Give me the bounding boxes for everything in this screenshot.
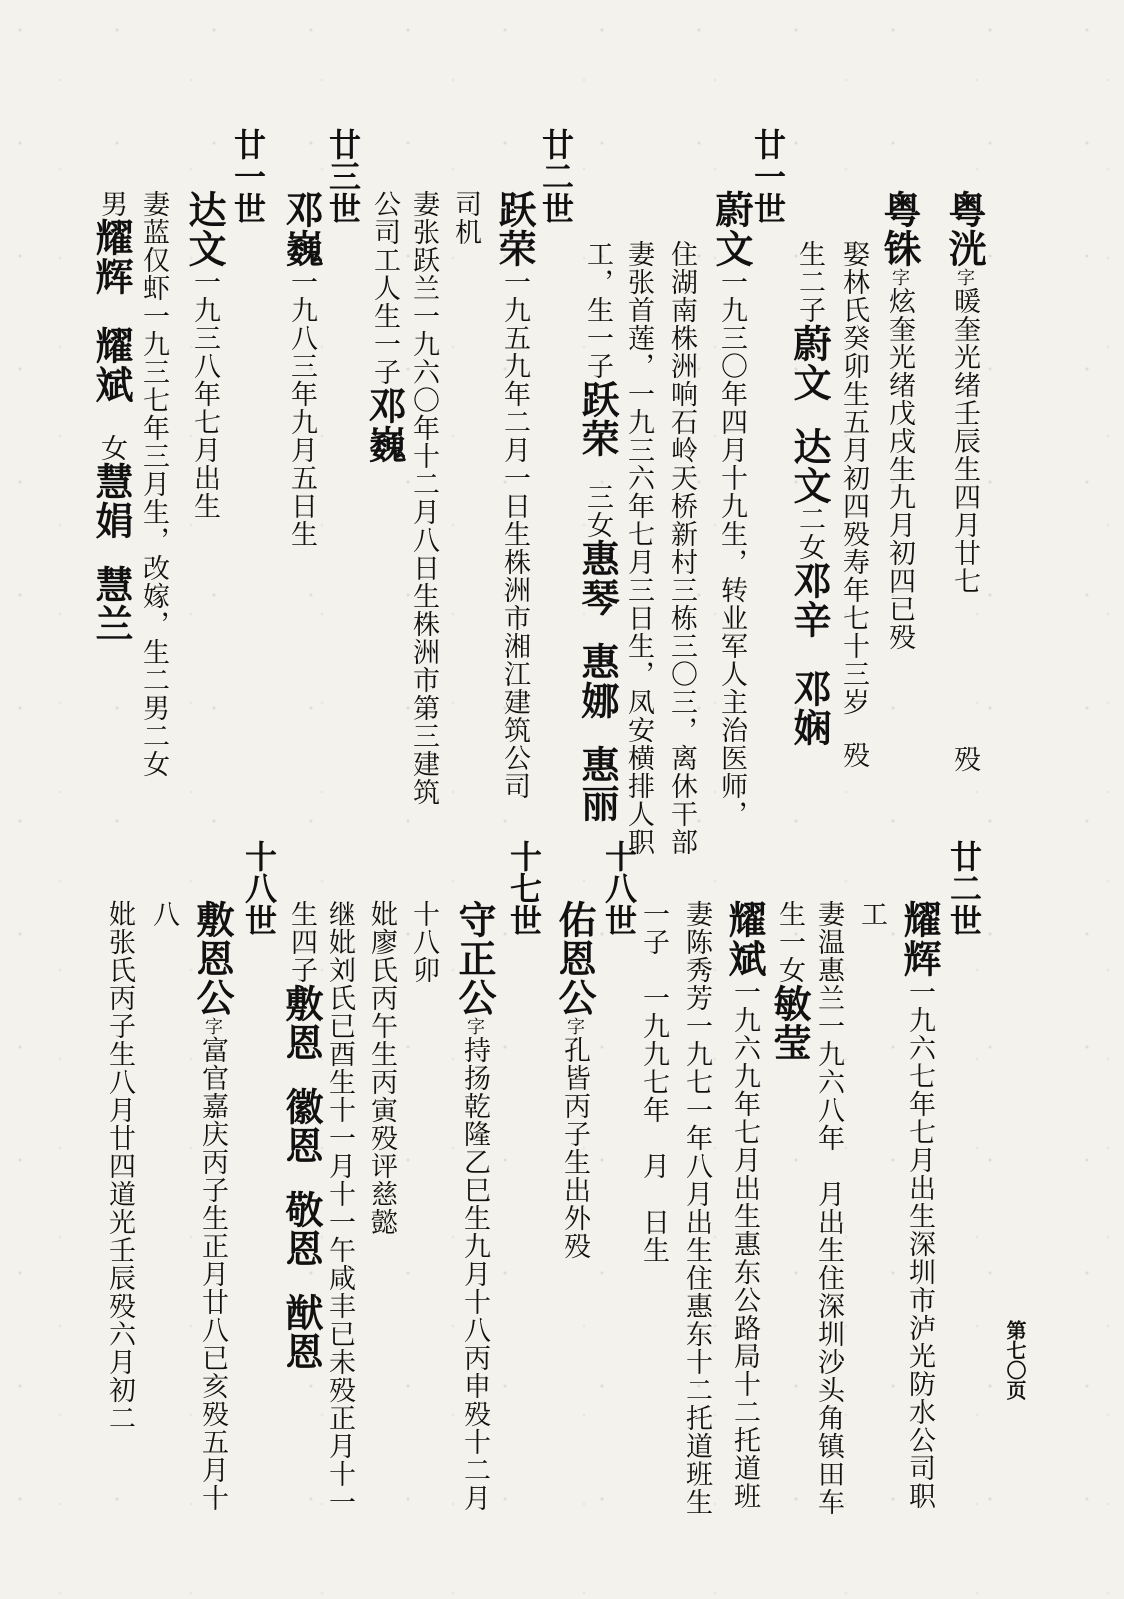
entry-youen	[552, 900, 597, 1260]
entry-children	[787, 240, 832, 747]
entry-text: 妣张氏丙子生八月廿四道光壬辰殁六月初二	[104, 900, 135, 1432]
child-name: 邓巍	[362, 386, 407, 464]
child-name: 徽恩	[279, 1087, 324, 1165]
person-name: 蔚文	[709, 190, 754, 268]
generation-label: 十八世	[240, 840, 278, 936]
entry-text: 工，生一子	[582, 240, 613, 380]
entry-text: 妻张跃兰一九六〇年十二月八日生株洲市第三建筑	[408, 190, 439, 806]
entry-yaobin	[722, 900, 767, 1510]
entry-text: 暖奎光绪壬辰生四月廿七	[949, 287, 980, 595]
entry-text: 住湖南株洲响石岭天桥新村三栋三〇三，离休干部	[666, 240, 697, 856]
child-name: 猷恩	[279, 1293, 324, 1371]
entry-weiwen	[709, 190, 754, 828]
child-name: 耀斌	[89, 326, 134, 404]
entry-children	[767, 900, 812, 1062]
person-name: 粤铢	[877, 190, 922, 268]
entry-children	[89, 190, 134, 643]
entry-children	[575, 240, 620, 823]
entry-text: 持扬乾隆乙巳生九月十八丙申殁十二月	[459, 1036, 490, 1512]
child-name: 达文	[787, 427, 832, 505]
entry-text: 生二子	[794, 240, 825, 324]
person-name: 耀辉	[897, 900, 942, 978]
zi-mark: 字	[464, 1017, 485, 1036]
entry-yueguang	[942, 190, 987, 773]
entry-text: 继妣刘氏已酉生十一月十一午咸丰已未殁正月十一	[324, 900, 355, 1516]
zi-mark: 字	[889, 268, 910, 287]
entry-yaohui	[897, 900, 942, 1510]
entry-text: 生一女	[774, 900, 805, 984]
child-name: 敷恩	[279, 984, 324, 1062]
entry-text: 妣廖氏丙午生丙寅殁评慈懿	[366, 900, 397, 1236]
generation-label: 十七世	[505, 840, 543, 936]
person-name: 佑恩公	[552, 900, 597, 1017]
generation-label: 廿二世	[537, 128, 575, 224]
generation-label: 十八世	[600, 840, 638, 936]
entry-yuezhu	[877, 190, 922, 651]
zi-mark: 字	[954, 268, 975, 287]
entry-text: 司机	[450, 190, 481, 246]
child-name: 敬恩	[279, 1190, 324, 1268]
entry-text: 炫奎光绪戊戌生九月初四已殁	[884, 287, 915, 651]
child-name: 耀辉	[89, 218, 134, 296]
entry-text: 一九三〇年四月十九生，转业军人主治医师，	[716, 268, 747, 828]
entry-text: 公司工人生一子	[369, 190, 400, 386]
entry-text: 妻陈秀芳一九七一年八月出生住惠东十二托道班生	[681, 900, 712, 1516]
entry-text: 男	[96, 190, 127, 218]
entry-text: 妻温惠兰一九六八年 月出生住深圳沙头角镇田车	[813, 900, 844, 1516]
generation-label: 廿三世	[324, 128, 362, 224]
entry-text: 一子 一九九七年 月 日生	[638, 900, 669, 1264]
person-name: 跃荣	[492, 190, 537, 268]
entry-shouzheng	[452, 900, 497, 1512]
entry-text: 一九三八年七月出生	[189, 268, 220, 520]
entry-text: 一九五九年二月一日生株洲市湘江建筑公司	[499, 268, 530, 800]
generation-label: 廿一世	[229, 128, 267, 224]
entry-text: 女	[96, 434, 127, 462]
person-name: 邓巍	[279, 190, 324, 268]
person-name: 守正公	[452, 900, 497, 1017]
entry-text: 妻张首莲，一九三六年七月三日生，凤安横排人职	[623, 240, 654, 856]
page-number: 第七〇页	[1003, 1320, 1027, 1400]
death-mark: 殁	[838, 741, 869, 769]
entry-text: 孔皆丙子生出外殁	[559, 1036, 590, 1260]
child-name: 惠琴	[575, 539, 620, 617]
death-mark: 殁	[949, 745, 980, 773]
child-name: 慧兰	[89, 565, 134, 643]
entry-children	[362, 190, 407, 464]
entry-dawen	[182, 190, 227, 520]
entry-text: 三女	[582, 483, 613, 539]
zi-mark: 字	[564, 1017, 585, 1036]
child-name: 惠丽	[575, 745, 620, 823]
entry-text: 二女	[794, 505, 825, 561]
person-name: 耀斌	[722, 900, 767, 978]
entry-text: 一九六七年七月出生深圳市泸光防水公司职	[904, 978, 935, 1510]
child-name: 邓辛	[787, 561, 832, 639]
child-name: 蔚文	[787, 324, 832, 402]
child-name: 敏莹	[767, 984, 812, 1062]
child-name: 惠娜	[575, 642, 620, 720]
entry-fuen	[190, 900, 235, 1512]
child-name: 慧娟	[89, 462, 134, 540]
entry-children	[279, 900, 324, 1371]
person-name: 敷恩公	[190, 900, 235, 1017]
entry-text: 一九八三年九月五日生	[286, 268, 317, 548]
entry-yuerong	[492, 190, 537, 800]
child-name: 邓娴	[787, 669, 832, 747]
entry-text: 工	[856, 900, 887, 928]
zi-mark: 字	[202, 1017, 223, 1036]
entry-text: 生四子	[286, 900, 317, 984]
entry-text: 妻蓝仅虾一九三七年三月生，改嫁，生二男二女	[138, 190, 169, 778]
entry-dengwei	[279, 190, 324, 548]
generation-label: 廿二世	[945, 840, 983, 936]
entry-text: 一九六九年七月出生惠东公路局十二托道班	[729, 978, 760, 1510]
child-name: 跃荣	[575, 380, 620, 458]
person-name: 达文	[182, 190, 227, 268]
entry-text: 八	[148, 900, 179, 928]
entry-text: 娶林氏癸卯生五月初四殁寿年七十三岁	[838, 240, 869, 716]
person-name: 粤洸	[942, 190, 987, 268]
generation-label: 廿一世	[749, 128, 787, 224]
entry-text: 十八卯	[408, 900, 439, 984]
entry-wife-lin	[840, 240, 867, 769]
entry-text: 富官嘉庆丙子生正月廿八已亥殁五月十	[197, 1036, 228, 1512]
